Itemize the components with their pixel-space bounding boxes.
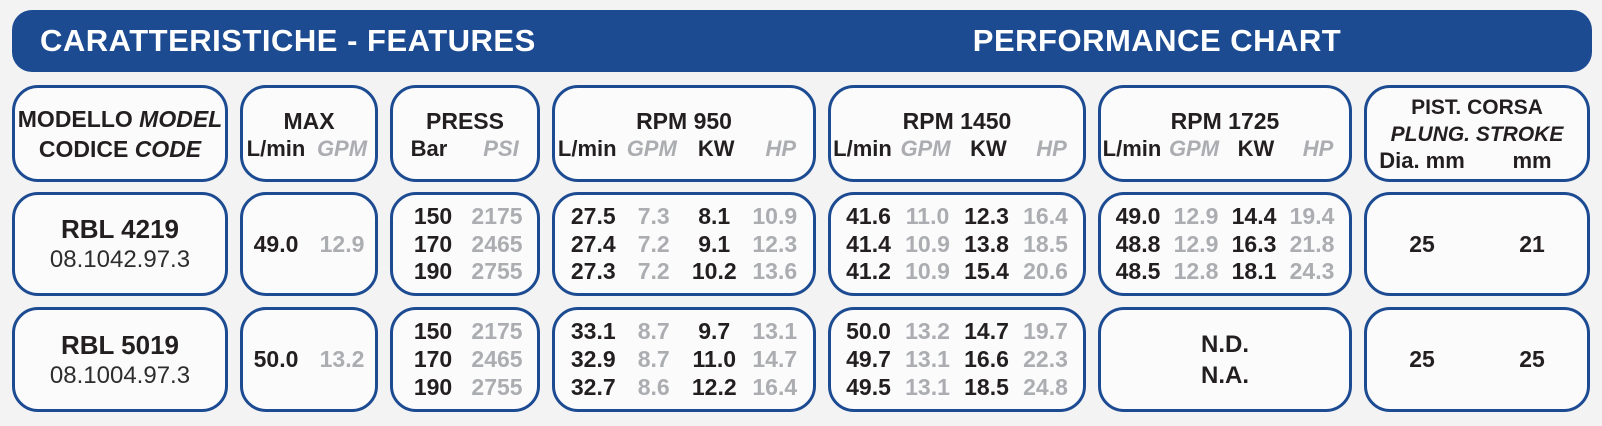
kw-value: 18.1	[1231, 258, 1277, 285]
na-label: N.A.	[1201, 361, 1249, 389]
lmin-value: 49.7	[846, 346, 891, 372]
gpm-unit-label: GPM	[900, 135, 951, 161]
pist-corsa-label: PIST. CORSA	[1411, 95, 1543, 119]
rpm1725-header-cell	[1098, 85, 1352, 182]
table-row	[12, 192, 1590, 296]
max-units-row	[243, 136, 375, 162]
hp-value: 24.3	[1289, 258, 1335, 285]
lmin-value: 49.0	[253, 230, 299, 257]
gpm-value: 8.7	[637, 318, 670, 344]
lmin-value: 49.0	[1115, 202, 1161, 229]
rpm1725-title: RPM 1725	[1170, 107, 1280, 134]
rpm1725-values	[1101, 195, 1349, 293]
pist-values	[1367, 230, 1587, 257]
kw-value: 16.6	[964, 346, 1009, 372]
pist-values	[1367, 348, 1587, 371]
gpm-unit-label: GPM	[626, 135, 677, 161]
lmin-unit-label: L/min	[1102, 135, 1162, 161]
rpm1450-units-row	[831, 136, 1083, 162]
gpm-value: 10.9	[905, 258, 950, 285]
max-flow-cell	[240, 192, 378, 296]
hp-unit-label: HP	[1302, 135, 1334, 161]
gpm-value: 13.2	[905, 318, 950, 344]
dia-mm-unit-label: Dia. mm	[1379, 147, 1465, 173]
hp-value: 16.4	[1023, 202, 1068, 229]
gpm-value: 12.9	[319, 230, 365, 257]
stroke-value: 21	[1519, 230, 1545, 257]
lmin-value: 41.4	[846, 230, 891, 257]
hp-value: 16.4	[752, 374, 798, 400]
psi-value: 2755	[471, 374, 523, 400]
bar-unit-label: Bar	[410, 135, 448, 161]
features-title: CARATTERISTICHE - FEATURES	[40, 23, 536, 58]
model-label: MODEL	[139, 105, 223, 132]
performance-chart-title: PERFORMANCE CHART	[972, 23, 1342, 58]
gpm-value: 12.8	[1173, 258, 1219, 285]
max-values	[243, 230, 375, 257]
model-header-line2	[15, 134, 225, 164]
piston-stroke-cell	[1364, 192, 1590, 296]
lmin-value: 41.2	[846, 258, 891, 285]
psi-value: 2755	[471, 258, 523, 285]
psi-value: 2175	[471, 318, 523, 344]
pressure-line	[401, 260, 529, 283]
hp-value: 20.6	[1023, 258, 1068, 285]
kw-value: 8.1	[698, 202, 731, 229]
gpm-value: 7.3	[637, 202, 670, 229]
kw-value: 15.4	[964, 258, 1009, 285]
rpm1725-units-row	[1101, 136, 1349, 162]
hp-value: 12.3	[752, 230, 798, 257]
rpm950-title: RPM 950	[636, 107, 732, 134]
kw-unit-label: KW	[697, 135, 735, 161]
rpm-line	[563, 230, 805, 257]
rpm-line	[839, 230, 1075, 257]
lmin-value: 50.0	[846, 318, 891, 344]
max-flow-cell	[240, 307, 378, 412]
model-cell	[12, 307, 228, 412]
bar-value: 170	[413, 346, 453, 372]
gpm-value: 8.7	[637, 346, 670, 372]
hp-unit-label: HP	[765, 135, 797, 161]
kw-value: 14.4	[1231, 202, 1277, 229]
press-units-row	[393, 136, 537, 162]
max-header-cell	[240, 85, 378, 182]
rpm950-header-cell	[552, 85, 816, 182]
stroke-value: 25	[1519, 346, 1545, 372]
rpm-line	[563, 376, 805, 399]
rpm-line	[563, 260, 805, 283]
kw-value: 18.5	[964, 374, 1009, 400]
rpm-line	[1109, 202, 1341, 229]
rpm1725-cell	[1098, 192, 1352, 296]
kw-value: 10.2	[691, 258, 737, 285]
hp-value: 19.4	[1289, 202, 1335, 229]
rpm1450-cell	[828, 307, 1086, 412]
bar-value: 150	[413, 318, 453, 344]
rpm1450-values	[831, 310, 1083, 409]
pressure-cell	[390, 192, 540, 296]
hp-value: 13.1	[752, 318, 798, 344]
code-label: CODE	[134, 135, 202, 162]
hp-value: 10.9	[752, 202, 798, 229]
psi-value: 2465	[471, 230, 523, 257]
gpm-value: 13.1	[905, 346, 950, 372]
gpm-unit-label: GPM	[1168, 135, 1220, 161]
psi-unit-label: PSI	[483, 135, 519, 161]
hp-value: 13.6	[752, 258, 798, 285]
rpm950-values	[555, 310, 813, 409]
column-header-row	[12, 85, 1590, 182]
pressure-line	[401, 320, 529, 343]
hp-value: 14.7	[752, 346, 798, 372]
rpm950-units-row	[555, 136, 813, 162]
lmin-value: 48.5	[1115, 258, 1161, 285]
rpm-line	[563, 320, 805, 343]
kw-unit-label: KW	[970, 135, 1007, 161]
model-header-line1	[15, 104, 225, 134]
pressure-values	[393, 195, 537, 293]
gpm-unit-label: GPM	[316, 135, 368, 161]
model-code: 08.1004.97.3	[49, 361, 191, 389]
rpm-line	[1109, 260, 1341, 283]
nd-label: N.D.	[1201, 330, 1249, 358]
model-header-cell	[12, 85, 228, 182]
lmin-value: 48.8	[1115, 230, 1161, 257]
rpm-line	[563, 202, 805, 229]
kw-value: 13.8	[964, 230, 1009, 257]
hp-value: 22.3	[1023, 346, 1068, 372]
psi-value: 2175	[471, 202, 523, 229]
modello-label: MODELLO	[17, 105, 133, 132]
pressure-line	[401, 348, 529, 371]
rpm1450-header-cell	[828, 85, 1086, 182]
gpm-value: 13.1	[905, 374, 950, 400]
pressure-values	[393, 310, 537, 409]
pressure-line	[401, 230, 529, 257]
bar-value: 170	[413, 230, 453, 257]
model-name: RBL 5019	[60, 329, 180, 360]
lmin-value: 33.1	[570, 318, 616, 344]
rpm1450-cell	[828, 192, 1086, 296]
kw-value: 11.0	[692, 346, 736, 372]
lmin-value: 27.5	[570, 202, 616, 229]
lmin-unit-label: L/min	[557, 135, 617, 161]
rpm-line	[1109, 230, 1341, 257]
hp-value: 21.8	[1289, 230, 1335, 257]
gpm-value: 8.6	[637, 374, 670, 400]
pressure-line	[401, 376, 529, 399]
pressure-cell	[390, 307, 540, 412]
rpm950-cell	[552, 192, 816, 296]
rpm-line	[563, 348, 805, 371]
model-name: RBL 4219	[60, 214, 180, 244]
rpm950-values	[555, 195, 813, 293]
lmin-value: 27.4	[570, 230, 616, 257]
kw-value: 14.7	[964, 318, 1009, 344]
kw-value: 9.1	[698, 230, 731, 257]
hp-value: 24.8	[1023, 374, 1068, 400]
piston-stroke-cell	[1364, 307, 1590, 412]
gpm-value: 12.9	[1173, 230, 1219, 257]
gpm-value: 11.0	[905, 202, 950, 229]
hp-unit-label: HP	[1036, 135, 1067, 161]
psi-value: 2465	[471, 346, 523, 372]
gpm-value: 7.2	[637, 258, 670, 285]
model-cell	[12, 192, 228, 296]
bar-value: 190	[413, 374, 453, 400]
kw-value: 9.7	[698, 318, 731, 344]
lmin-value: 49.5	[846, 374, 891, 400]
gpm-value: 7.2	[637, 230, 670, 257]
lmin-unit-label: L/min	[833, 135, 892, 161]
press-title: PRESS	[426, 107, 504, 134]
table-row	[12, 307, 1590, 412]
bar-value: 190	[413, 258, 453, 285]
lmin-value: 27.3	[570, 258, 616, 285]
dia-value: 25	[1409, 346, 1435, 372]
rpm-line	[839, 202, 1075, 229]
press-header-cell	[390, 85, 540, 182]
lmin-value: 41.6	[846, 202, 891, 229]
max-values	[243, 348, 375, 371]
rpm-line	[839, 260, 1075, 283]
model-code: 08.1042.97.3	[49, 246, 191, 273]
hp-value: 19.7	[1023, 318, 1068, 344]
kw-value: 16.3	[1231, 230, 1277, 257]
rpm950-cell	[552, 307, 816, 412]
max-title: MAX	[283, 107, 335, 134]
rpm1450-title: RPM 1450	[902, 107, 1012, 134]
piston-stroke-header-cell	[1364, 85, 1590, 182]
kw-unit-label: KW	[1237, 135, 1275, 161]
hp-value: 18.5	[1023, 230, 1068, 257]
kw-value: 12.2	[691, 374, 737, 400]
gpm-value: 12.9	[1173, 202, 1219, 229]
codice-label: CODICE	[38, 135, 129, 162]
pressure-line	[401, 202, 529, 229]
kw-value: 12.3	[964, 202, 1009, 229]
section-title-bar	[12, 10, 1592, 72]
rpm-line	[839, 320, 1075, 343]
plung-stroke-label: PLUNG. STROKE	[1390, 122, 1564, 146]
rpm1725-na-cell	[1098, 307, 1352, 412]
bar-value: 150	[413, 202, 453, 229]
gpm-value: 13.2	[319, 346, 365, 372]
rpm-line	[839, 348, 1075, 371]
gpm-value: 10.9	[905, 230, 950, 257]
rpm-line	[839, 376, 1075, 399]
lmin-value: 50.0	[253, 346, 299, 372]
stroke-mm-unit-label: mm	[1512, 147, 1552, 173]
lmin-value: 32.7	[570, 374, 616, 400]
lmin-value: 32.9	[570, 346, 616, 372]
rpm1450-values	[831, 195, 1083, 293]
lmin-unit-label: L/min	[246, 135, 306, 161]
dia-value: 25	[1409, 230, 1435, 257]
pist-units-row	[1367, 148, 1587, 174]
